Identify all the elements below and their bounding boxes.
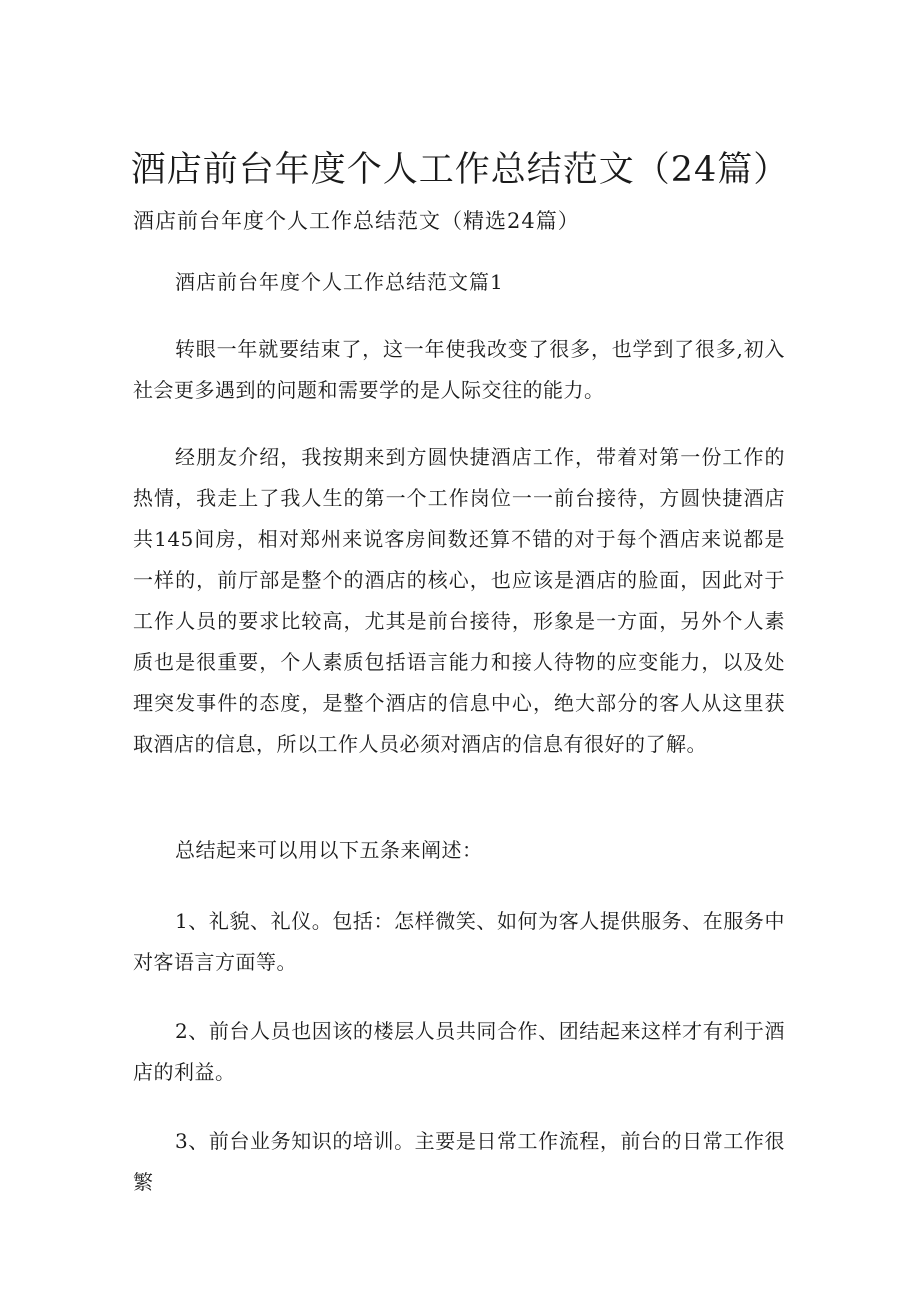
document-title: 酒店前台年度个人工作总结范文（24篇） [130, 150, 790, 190]
list-item: 1、礼貌、礼仪。包括：怎样微笑、如何为客人提供服务、在服务中对客语言方面等。 [133, 909, 785, 974]
paragraph: 转眼一年就要结束了，这一年使我改变了很多，也学到了很多,初入社会更多遇到的问题和需要学的是人际交往的能力。 [133, 337, 785, 402]
paragraph: 经朋友介绍，我按期来到方圆快捷酒店工作，带着对第一份工作的热情，我走上了我人生的第一个工作岗位一一前台接待，方圆快捷酒店共145间房，相对郑州来说客房间数还算不错的对于每个酒店来说都是一样的，前厅部是整个的酒店的核心，也应该是酒店的脸面，因此对于工作人员的要求比较高，尤其是前台接待，形象是一方面，另外个人素质也是很重要，个人素质包括语言能力和接人待物的应变能力，以及处理突发事件的态度，是整个酒店的信息中心，绝大部分的客人从这里获取酒店的信息，所以工作人员必须对酒店的信息有很好的了解。 [133, 445, 785, 756]
paragraph: 总结起来可以用以下五条来阐述： [175, 838, 483, 862]
section-heading: 酒店前台年度个人工作总结范文篇1 [175, 270, 504, 294]
document-subtitle: 酒店前台年度个人工作总结范文（精选24篇） [133, 209, 580, 233]
list-item: 3、前台业务知识的培训。主要是日常工作流程，前台的日常工作很繁 [133, 1129, 785, 1194]
list-item: 2、前台人员也因该的楼层人员共同合作、团结起来这样才有利于酒店的利益。 [133, 1019, 785, 1084]
